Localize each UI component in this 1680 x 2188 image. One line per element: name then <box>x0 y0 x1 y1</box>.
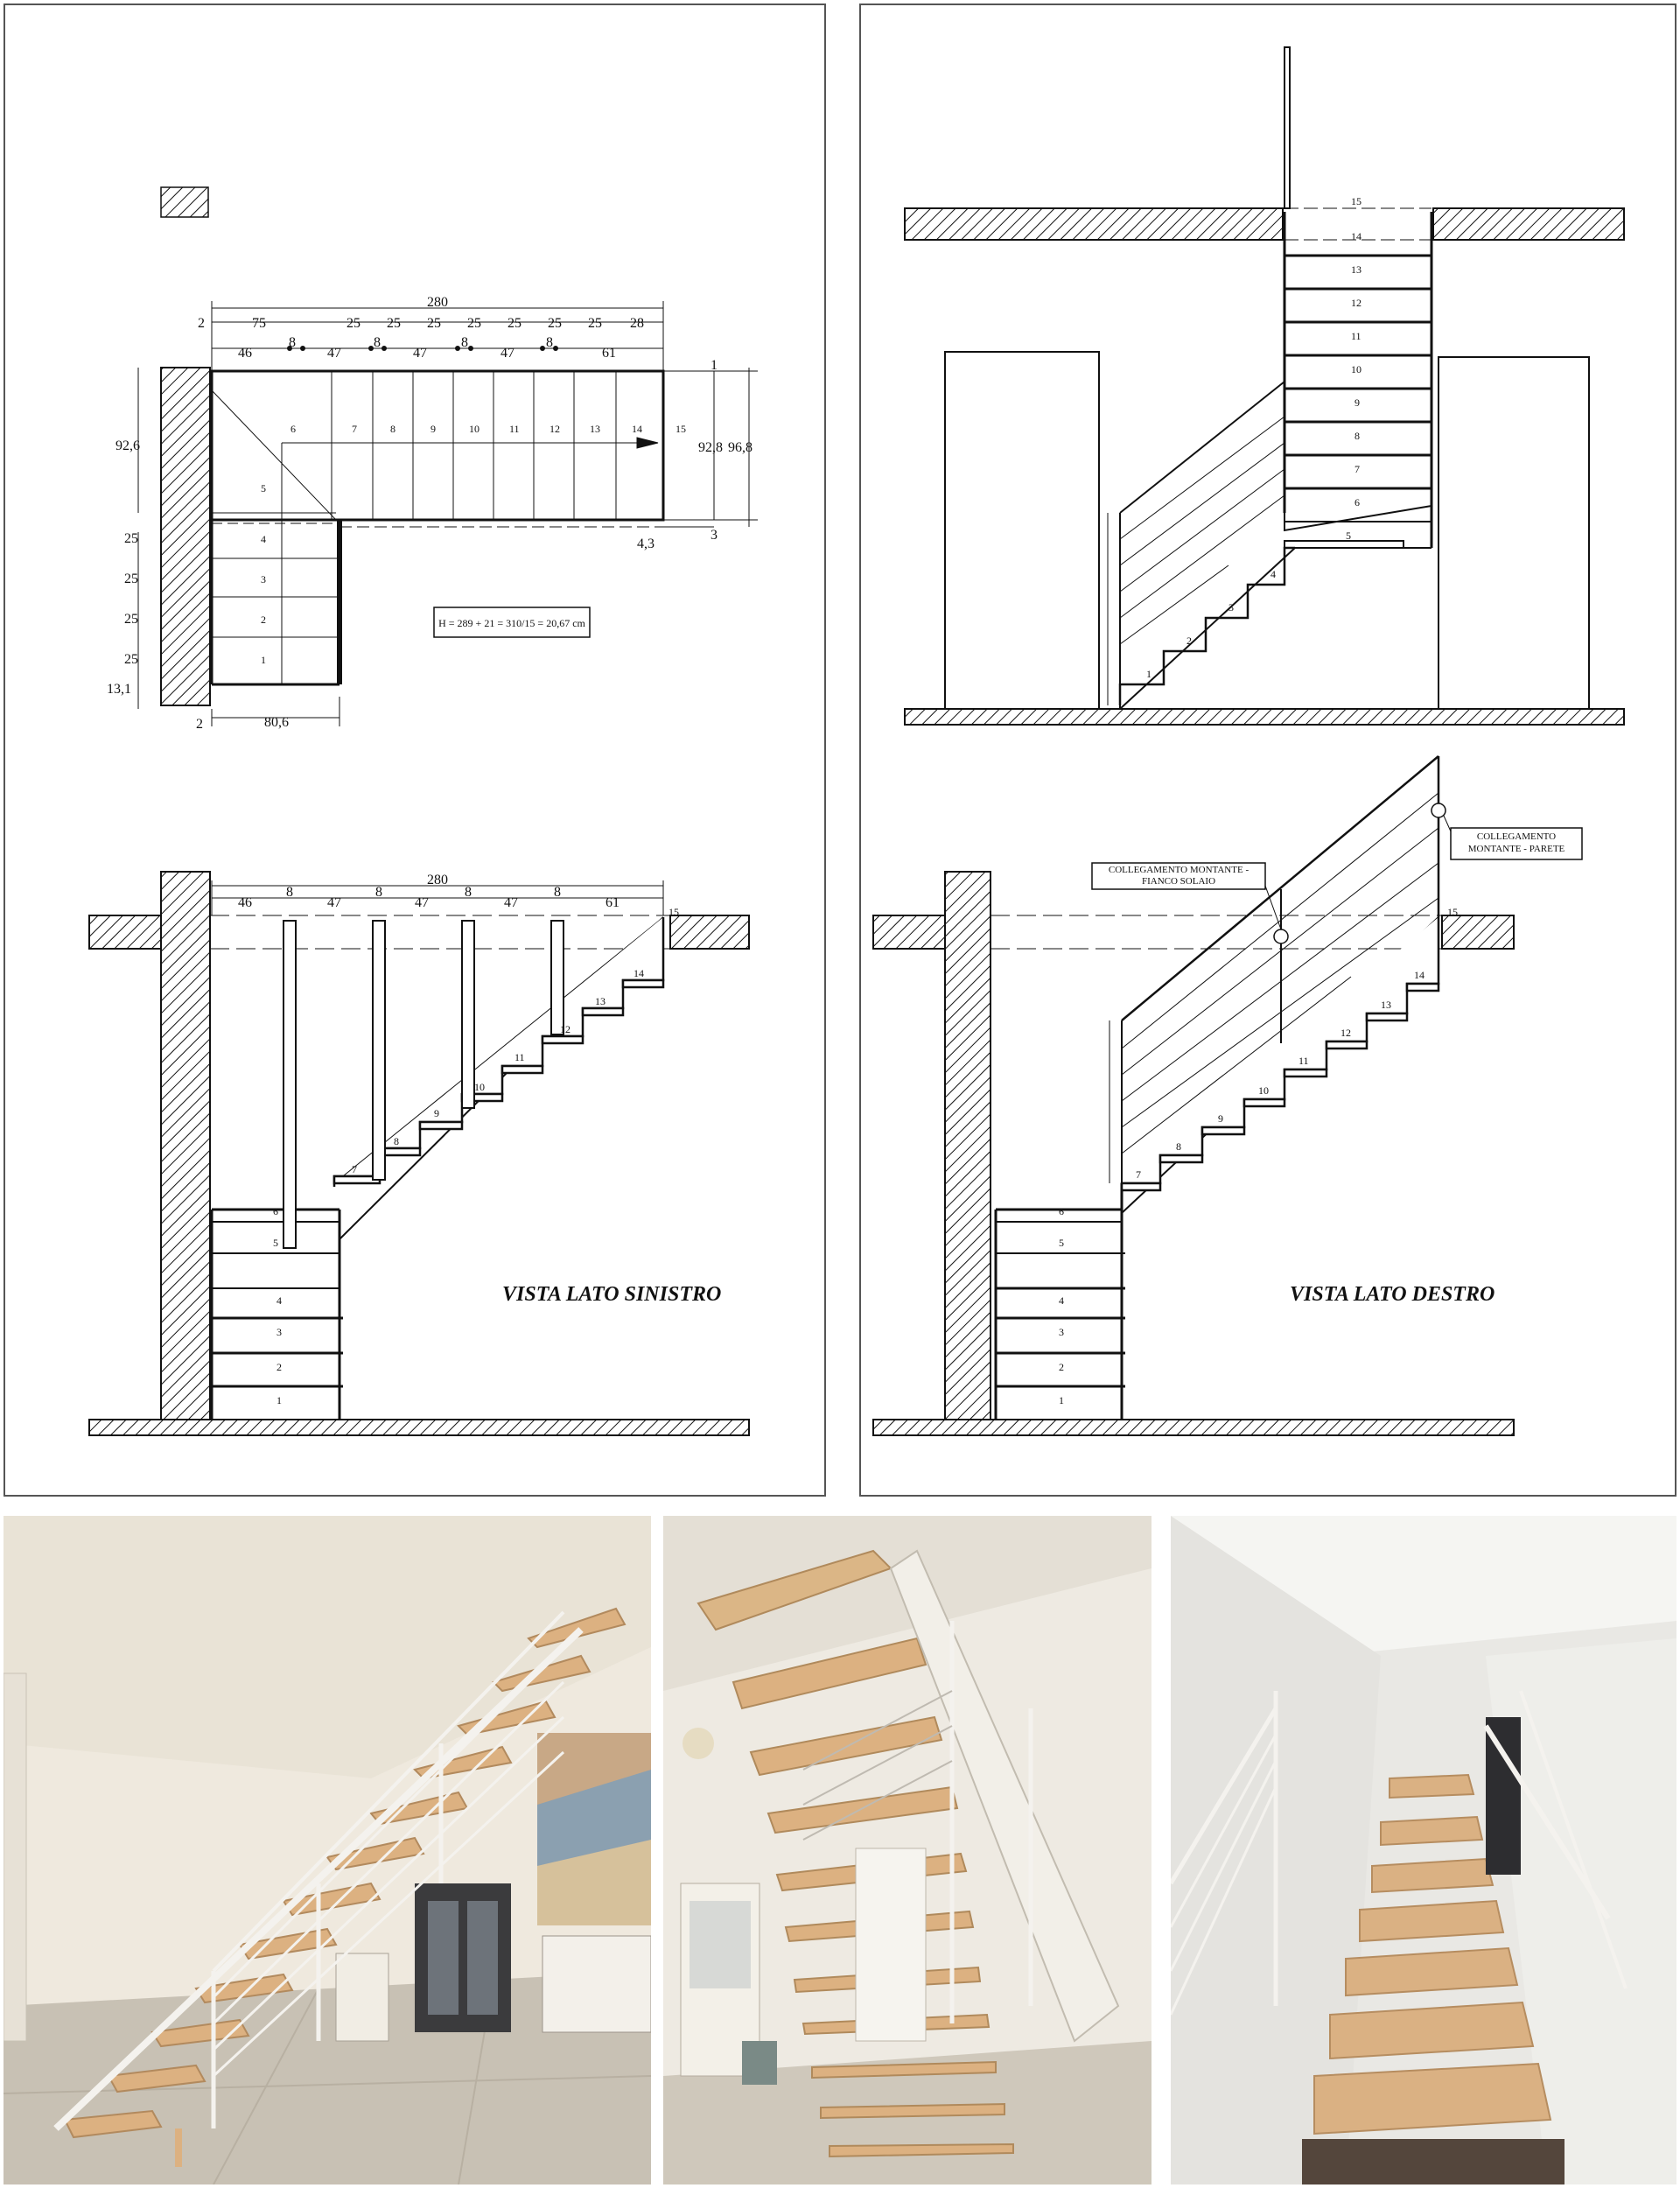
left-view-dim-5: 47 <box>415 895 429 910</box>
plan-lower-dim-9: 61 <box>602 346 616 361</box>
plan-bottom-width: 80,6 <box>264 715 289 730</box>
right-elevation <box>873 756 1514 1435</box>
plan-lower-dim-4: 8 <box>374 335 381 350</box>
plan-overall-width: 280 <box>427 295 448 310</box>
callout-text-1: COLLEGAMENTO MONTANTE - FIANCO SOLAIO <box>1108 865 1250 887</box>
right-view-title: VISTA LATO DESTRO <box>1290 1283 1495 1306</box>
right-view-step-5: 5 <box>1059 1237 1064 1249</box>
right-view-step-12: 12 <box>1340 1027 1351 1039</box>
plan-right-depth-1: 92,8 <box>698 440 723 455</box>
plan-upper-dim-1: 75 <box>252 316 266 331</box>
left-view-step-3: 3 <box>276 1326 282 1338</box>
plan-step-12: 12 <box>550 423 560 435</box>
left-drawing-sheet <box>4 4 826 1497</box>
plan-step-3: 3 <box>261 573 266 586</box>
staircase-living-room-photo <box>4 1516 651 2184</box>
plan-step-14: 14 <box>632 423 642 435</box>
left-view-step-5: 5 <box>273 1237 278 1249</box>
left-view-step-9: 9 <box>434 1107 439 1119</box>
plan-lower-dim-1: 46 <box>238 346 252 361</box>
plan-step-2: 2 <box>261 614 266 626</box>
plan-lower-dim-5: 47 <box>413 346 427 361</box>
plan-upper-dim-2: 25 <box>346 316 360 331</box>
plan-edge-a: 2 <box>198 316 205 331</box>
plan-step-11: 11 <box>509 423 520 435</box>
right-view-step-11: 11 <box>1298 1055 1309 1067</box>
plan-step-13: 13 <box>590 423 600 435</box>
left-view-step-13: 13 <box>595 995 606 1007</box>
left-view-step-15: 15 <box>668 906 679 918</box>
left-view-step-10: 10 <box>474 1081 485 1093</box>
plan-edge-b: 2 <box>196 717 203 732</box>
plan-step-8: 8 <box>390 423 396 435</box>
right-section-step-5: 5 <box>1346 529 1351 542</box>
plan-edge-d: 3 <box>710 528 718 543</box>
right-section-step-8: 8 <box>1354 430 1360 442</box>
right-view-step-1: 1 <box>1059 1394 1064 1406</box>
right-section-step-9: 9 <box>1354 396 1360 409</box>
plan-left-riser-3: 25 <box>124 612 138 627</box>
plan-edge-c: 1 <box>710 358 718 373</box>
plan-upper-dim-3: 25 <box>387 316 401 331</box>
left-view-step-12: 12 <box>560 1023 570 1035</box>
left-view-dim-2: 8 <box>286 885 293 900</box>
right-view-step-10: 10 <box>1258 1084 1269 1097</box>
plan-lower-dim-6: 8 <box>461 335 468 350</box>
plan-step-1: 1 <box>261 654 266 666</box>
staircase-top-down-photo <box>1171 1516 1676 2184</box>
plan-upper-dim-8: 25 <box>588 316 602 331</box>
right-view-step-9: 9 <box>1218 1112 1223 1125</box>
plan-left-riser-1: 25 <box>124 531 138 546</box>
plan-bottom-offset: 13,1 <box>107 682 131 697</box>
right-view-step-8: 8 <box>1176 1140 1181 1153</box>
left-view-dim-8: 8 <box>554 885 561 900</box>
plan-upper-dim-6: 25 <box>508 316 522 331</box>
right-section-step-2: 2 <box>1186 635 1192 647</box>
plan-lower-dim-8: 8 <box>546 335 553 350</box>
left-view-step-2: 2 <box>276 1361 282 1373</box>
plan-lower-dim-7: 47 <box>500 346 514 361</box>
right-view-step-2: 2 <box>1059 1361 1064 1373</box>
left-view-step-14: 14 <box>634 967 644 979</box>
plan-upper-dim-5: 25 <box>467 316 481 331</box>
right-section <box>905 47 1624 725</box>
left-view-step-1: 1 <box>276 1394 282 1406</box>
plan-upper-dim-9: 28 <box>630 316 644 331</box>
right-view-step-14: 14 <box>1414 969 1424 981</box>
left-drawing <box>5 5 828 1498</box>
left-view-title: VISTA LATO SINISTRO <box>502 1283 722 1306</box>
left-view-step-11: 11 <box>514 1051 525 1063</box>
plan-view <box>138 301 758 726</box>
plan-lower-dim-3: 47 <box>327 346 341 361</box>
right-view-step-7: 7 <box>1136 1168 1141 1181</box>
right-section-step-3: 3 <box>1228 601 1234 614</box>
right-section-step-7: 7 <box>1354 463 1360 475</box>
plan-step-6: 6 <box>290 423 296 435</box>
plan-step-4: 4 <box>261 533 266 545</box>
plan-left-riser-4: 25 <box>124 652 138 667</box>
plan-step-7: 7 <box>352 423 357 435</box>
left-view-dim-7: 47 <box>504 895 518 910</box>
left-view-dim-1: 46 <box>238 895 252 910</box>
right-drawing-sheet <box>859 4 1676 1497</box>
left-view-dim-4: 8 <box>375 885 382 900</box>
right-view-step-4: 4 <box>1059 1294 1064 1307</box>
hatch-sample <box>161 187 208 217</box>
right-view-step-13: 13 <box>1381 999 1391 1011</box>
plan-left-riser-2: 25 <box>124 572 138 586</box>
left-view-step-6: 6 <box>273 1205 278 1217</box>
right-section-step-10: 10 <box>1351 363 1362 375</box>
plan-step-9: 9 <box>430 423 436 435</box>
right-view-step-3: 3 <box>1059 1326 1064 1338</box>
staircase-underside-photo <box>663 1516 1152 2184</box>
left-view-dim-9: 61 <box>606 895 620 910</box>
right-view-step-6: 6 <box>1059 1205 1064 1217</box>
right-section-step-1: 1 <box>1146 668 1152 680</box>
plan-right-depth-2: 96,8 <box>728 440 752 455</box>
right-section-step-4: 4 <box>1270 568 1276 580</box>
right-section-step-13: 13 <box>1351 263 1362 276</box>
plan-step-15: 15 <box>676 423 686 435</box>
right-section-step-11: 11 <box>1351 330 1362 342</box>
plan-upper-dim-7: 25 <box>548 316 562 331</box>
right-view-step-15: 15 <box>1447 906 1458 918</box>
plan-step-10: 10 <box>469 423 480 435</box>
right-section-step-15: 15 <box>1351 195 1362 207</box>
plan-left-top-depth: 92,6 <box>116 438 140 453</box>
right-drawing <box>861 5 1678 1498</box>
left-elevation-hangers <box>284 921 564 1248</box>
left-view-dim-3: 47 <box>327 895 341 910</box>
plan-offset-43: 4,3 <box>637 536 654 551</box>
plan-upper-dim-4: 25 <box>427 316 441 331</box>
left-view-step-4: 4 <box>276 1294 282 1307</box>
callout-text-2: COLLEGAMENTO MONTANTE - PARETE <box>1467 831 1565 854</box>
right-section-step-12: 12 <box>1351 297 1362 309</box>
left-view-overall-width: 280 <box>427 873 448 887</box>
plan-lower-dim-2: 8 <box>289 335 296 350</box>
right-section-step-14: 14 <box>1351 230 1362 242</box>
plan-step-5: 5 <box>261 482 266 494</box>
left-view-step-7: 7 <box>352 1163 357 1175</box>
formula-text: H = 289 + 21 = 310/15 = 20,67 cm <box>438 617 585 629</box>
left-view-step-8: 8 <box>394 1135 399 1147</box>
left-view-dim-6: 8 <box>465 885 472 900</box>
right-section-step-6: 6 <box>1354 496 1360 508</box>
